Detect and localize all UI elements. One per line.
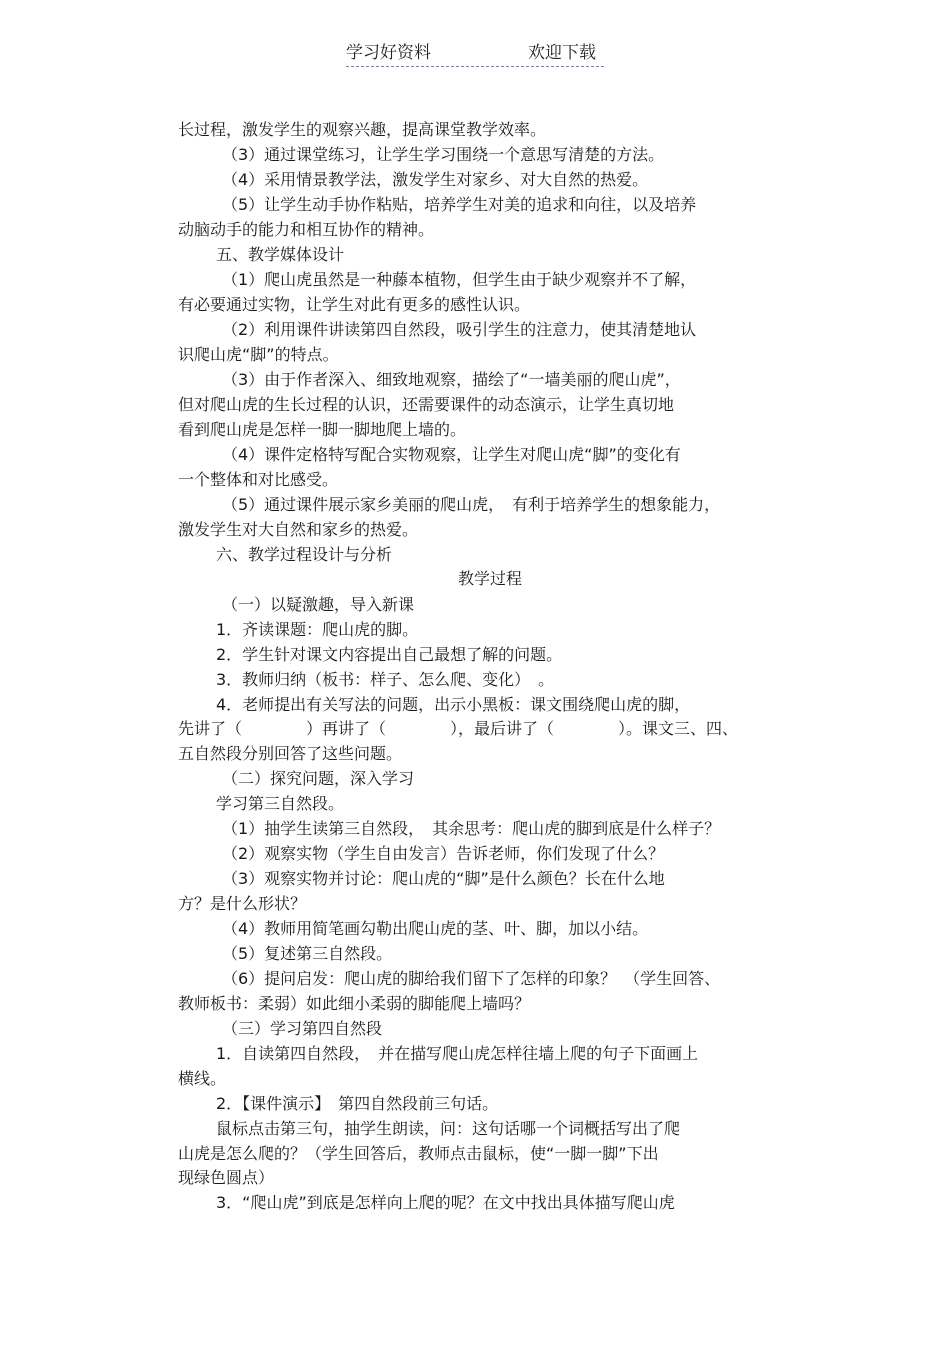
header-left-text: 学习好资料 [346, 43, 431, 63]
body-line: 现绿色圆点） [178, 1168, 275, 1187]
section-heading: 六、教学过程设计与分析 [216, 545, 393, 564]
body-line: （2）利用课件讲读第四自然段，吸引学生的注意力，使其清楚地认 [222, 320, 697, 339]
subsection-heading: （二）探究问题，深入学习 [222, 769, 415, 788]
body-line: （5）复述第三自然段。 [222, 944, 393, 963]
body-line: （1）抽学生读第三自然段， 其余思考：爬山虎的脚到底是什么样子？ [222, 819, 721, 838]
body-line: 横线。 [178, 1069, 227, 1088]
body-line: 1．自读第四自然段， 并在描写爬山虎怎样往墙上爬的句子下面画上 [216, 1044, 699, 1063]
body-line: （3）通过课堂练习，让学生学习围绕一个意思写清楚的方法。 [222, 145, 665, 164]
body-line: 2．学生针对课文内容提出自己最想了解的问题。 [216, 645, 563, 664]
body-line: （5）让学生动手协作粘贴，培养学生对美的追求和向往，以及培养 [222, 195, 697, 214]
body-line: 长过程，激发学生的观察兴趣，提高课堂教学效率。 [178, 120, 547, 139]
body-line: 识爬山虎“脚”的特点。 [178, 345, 339, 364]
body-line: （4）采用情景教学法，激发学生对家乡、对大自然的热爱。 [222, 170, 649, 189]
page-header [346, 42, 604, 67]
body-line: 先讲了（ ）再讲了（ ），最后讲了（ ）。课文三、四、 [178, 719, 739, 738]
body-line: （4）课件定格特写配合实物观察，让学生对爬山虎“脚”的变化有 [222, 445, 681, 464]
body-line: 鼠标点击第三句，抽学生朗读，问：这句话哪一个词概括写出了爬 [216, 1119, 681, 1138]
body-line: （5）通过课件展示家乡美丽的爬山虎， 有利于培养学生的想象能力， [222, 495, 721, 514]
body-line: 3．“爬山虎”到底是怎样向上爬的呢？在文中找出具体描写爬山虎 [216, 1193, 675, 1212]
body-line: （2）观察实物（学生自由发言）告诉老师，你们发现了什么？ [222, 844, 665, 863]
header-right-text: 欢迎下载 [528, 43, 596, 63]
body-line: 1．齐读课题：爬山虎的脚。 [216, 620, 419, 639]
body-line: 3．教师归纳（板书：样子、怎么爬、变化） 。 [216, 670, 555, 689]
body-line: （6）提问启发：爬山虎的脚给我们留下了怎样的印象？ （学生回答、 [222, 969, 721, 988]
body-line: 有必要通过实物，让学生对此有更多的感性认识。 [178, 295, 531, 314]
centered-title: 教学过程 [458, 569, 523, 588]
body-line: 学习第三自然段。 [216, 794, 345, 813]
body-line: 方？是什么形状？ [178, 894, 307, 913]
body-line: 4．老师提出有关写法的问题，出示小黑板：课文围绕爬山虎的脚， [216, 695, 691, 714]
body-line: 2．【课件演示】 第四自然段前三句话。 [216, 1094, 499, 1113]
body-line: 但对爬山虎的生长过程的认识，还需要课件的动态演示，让学生真切地 [178, 395, 675, 414]
body-line: （1）爬山虎虽然是一种藤本植物，但学生由于缺少观察并不了解， [222, 270, 697, 289]
subsection-heading: （三）学习第四自然段 [222, 1019, 383, 1038]
body-line: 动脑动手的能力和相互协作的精神。 [178, 220, 435, 239]
subsection-heading: （一）以疑激趣，导入新课 [222, 595, 415, 614]
body-line: （4）教师用简笔画勾勒出爬山虎的茎、叶、脚，加以小结。 [222, 919, 649, 938]
body-line: 五自然段分别回答了这些问题。 [178, 744, 403, 763]
body-line: 一个整体和对比感受。 [178, 470, 339, 489]
body-line: 看到爬山虎是怎样一脚一脚地爬上墙的。 [178, 420, 467, 439]
body-line: 教师板书：柔弱）如此细小柔弱的脚能爬上墙吗？ [178, 994, 531, 1013]
section-heading: 五、教学媒体设计 [216, 245, 345, 264]
body-line: 激发学生对大自然和家乡的热爱。 [178, 520, 419, 539]
body-line: 山虎是怎么爬的？（学生回答后，教师点击鼠标，使“一脚一脚”下出 [178, 1144, 659, 1163]
body-line: （3）观察实物并讨论：爬山虎的“脚”是什么颜色？长在什么地 [222, 869, 665, 888]
body-line: （3）由于作者深入、细致地观察，描绘了“一墙美丽的爬山虎”， [222, 370, 681, 389]
